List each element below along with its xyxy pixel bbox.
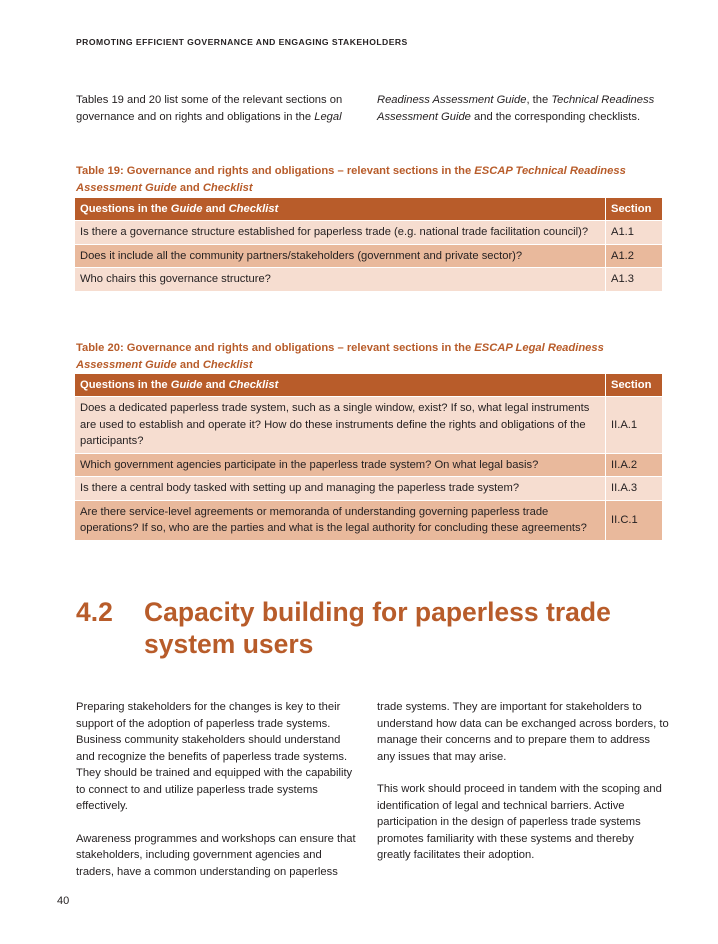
- intro-right-paragraph: [377, 92, 667, 125]
- intro-right-text-1: , the: [526, 94, 552, 106]
- table-row: [75, 500, 662, 540]
- table20: [75, 374, 662, 540]
- question-cell: Who chairs this governance structure?: [75, 268, 606, 291]
- question-cell: Is there a governance structure established for paperless trade (e.g. national trade facilitation council)?: [75, 221, 606, 245]
- question-cell: Is there a central body tasked with setting up and managing the paperless trade system?: [75, 477, 606, 501]
- section-number: 4.2: [76, 597, 113, 627]
- table19-col-question-and: and: [202, 203, 229, 215]
- table19-caption-italic2: Checklist: [202, 182, 253, 194]
- table19-col-question-prefix: Questions in the: [80, 203, 171, 215]
- table20-caption-italic2: Checklist: [202, 359, 253, 371]
- intro-left-italic: Legal: [314, 110, 342, 123]
- section-cell: II.A.1: [606, 397, 663, 454]
- table19-col-question-guide: Guide: [170, 203, 203, 215]
- section-cell: A1.3: [606, 268, 663, 291]
- table20-col-question-checklist: Checklist: [228, 379, 279, 391]
- body-left-paragraph: Preparing stakeholders for the changes is key to their support of the adoption of paperless trade systems. Business community stakeholders should understand and recognize the benefits of paperless trade systems. They should be trained and equipped with the capability to connect to and utilize paperless trade systems effectively.: [76, 701, 353, 812]
- body-right-paragraph: This work should proceed in tandem with the scoping and identification of legal and technical barriers. Active participation in the design of paperless trade systems promotes familiarity with these systems and thereby greatly facilitates their adoption.: [377, 783, 662, 861]
- table20-col-question-prefix: Questions in the: [80, 379, 171, 391]
- question-cell: Which government agencies participate in the paperless trade system? On what legal basis?: [75, 453, 606, 477]
- table19-caption-prefix: Table 19: Governance and rights and obligations – relevant sections in the: [76, 165, 475, 177]
- table-row: [75, 221, 662, 245]
- table19-col-question-checklist: Checklist: [228, 203, 279, 215]
- table19-header-row: [75, 198, 662, 221]
- section-cell: II.C.1: [606, 500, 663, 540]
- table19-col-section: Section: [606, 198, 663, 221]
- table19-caption: [76, 163, 636, 197]
- body-left-column: [76, 699, 361, 880]
- section-cell: II.A.2: [606, 453, 663, 477]
- table19-caption-and: and: [176, 182, 203, 194]
- section-title: Capacity building for paperless trade system users: [144, 597, 611, 659]
- table19-caption-italic: ESCAP Technical Readiness Assessment Guide: [76, 165, 626, 194]
- table-row: [75, 397, 662, 454]
- page-number: 40: [57, 895, 70, 907]
- table20-col-question: [75, 374, 606, 397]
- intro-right-italic-2: Technical Readiness Assessment Guide: [377, 94, 655, 123]
- table20-header-row: [75, 374, 662, 397]
- table-row: [75, 244, 662, 268]
- table19-col-question: [75, 198, 606, 221]
- question-cell: Does a dedicated paperless trade system, such as a single window, exist? If so, what legal instruments are used to establish and operate it? How do these instruments define the rights and obligations of the participants?: [75, 397, 606, 454]
- section-cell: A1.2: [606, 244, 663, 268]
- table20-col-question-and: and: [202, 379, 229, 391]
- intro-left-column: [76, 92, 366, 125]
- intro-left-text: Tables 19 and 20 list some of the relevant sections on governance and on rights and obligations in the: [76, 94, 343, 123]
- table-row: [75, 268, 662, 291]
- section-cell: II.A.3: [606, 477, 663, 501]
- intro-right-italic-1: Readiness Assessment Guide: [377, 94, 527, 106]
- question-cell: Does it include all the community partners/stakeholders (government and private sector)?: [75, 244, 606, 268]
- body-right-column: [377, 699, 669, 864]
- running-header: PROMOTING EFFICIENT GOVERNANCE AND ENGAGING STAKEHOLDERS: [76, 37, 408, 47]
- table20-caption-prefix: Table 20: Governance and rights and obligations – relevant sections in the: [76, 342, 475, 354]
- table-row: [75, 477, 662, 501]
- intro-left-paragraph: [76, 92, 366, 125]
- intro-right-text-2: and the corresponding checklists.: [470, 110, 641, 123]
- table20-caption-italic: ESCAP Legal Readiness Assessment Guide: [76, 342, 604, 371]
- table19: [75, 198, 662, 291]
- table20-caption: [76, 340, 636, 374]
- table20-col-question-guide: Guide: [170, 379, 203, 391]
- table20-caption-and: and: [176, 359, 203, 371]
- body-right-paragraph: trade systems. They are important for stakeholders to understand how data can be exchanged across borders, to manage their concerns and to prepare them to address any issues that may arise.: [377, 701, 669, 763]
- section-cell: A1.1: [606, 221, 663, 245]
- body-left-paragraph: Awareness programmes and workshops can ensure that stakeholders, including government agencies and traders, have a common understanding on paperless: [76, 832, 356, 878]
- question-cell: Are there service-level agreements or memoranda of understanding governing paperless trade operations? If so, who are the parties and what is the legal authority for concluding these agreements?: [75, 500, 606, 540]
- intro-right-column: [377, 92, 667, 125]
- table20-col-section: Section: [606, 374, 663, 397]
- table-row: [75, 453, 662, 477]
